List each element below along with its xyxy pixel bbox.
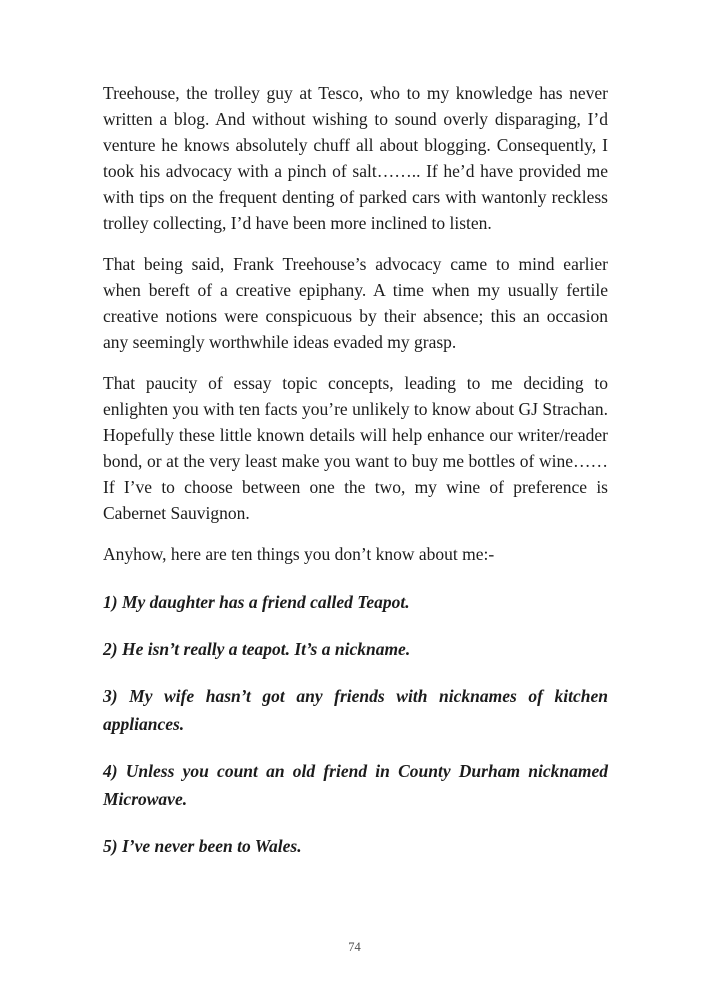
list-item-1: 1) My daughter has a friend called Teapot. bbox=[103, 592, 410, 612]
paragraph-1: Treehouse, the trolley guy at Tesco, who to my knowledge has never written a blog. And without wishing to sound overly disparaging, I’d venture he knows absolutely chuff all about blogging. Consequently, I took his advocacy with a pinch of salt…….. If he’d have provided me with tips on the frequent denting of parked cars with wantonly reckless trolley collecting, I’d have been more inclined to listen. bbox=[103, 83, 608, 233]
paragraph-4: Anyhow, here are ten things you don’t know about me:- bbox=[103, 544, 495, 564]
paragraph-3: That paucity of essay topic concepts, leading to me deciding to enlighten you with ten facts you’re unlikely to know about GJ Strachan. Hopefully these little known details will help enhance our writer/reader bond, or at the very least make you want to buy me bottles of wine…… If I’ve to choose between one the two, my wine of preference is Cabernet Sauvignon. bbox=[103, 373, 608, 523]
list-item-2: 2) He isn’t really a teapot. It’s a nickname. bbox=[103, 639, 411, 659]
list-item-4: 4) Unless you count an old friend in County Durham nicknamed Microwave. bbox=[103, 761, 608, 809]
paragraph-2: That being said, Frank Treehouse’s advocacy came to mind earlier when bereft of a creative epiphany. A time when my usually fertile creative notions were conspicuous by their absence; this an occasion any seemingly worthwhile ideas evaded my grasp. bbox=[103, 254, 608, 352]
page-number: 74 bbox=[348, 940, 361, 954]
text-column bbox=[103, 80, 608, 879]
list-item-3: 3) My wife hasn’t got any friends with nicknames of kitchen appliances. bbox=[103, 686, 608, 734]
list-item-5: 5) I’ve never been to Wales. bbox=[103, 836, 302, 856]
